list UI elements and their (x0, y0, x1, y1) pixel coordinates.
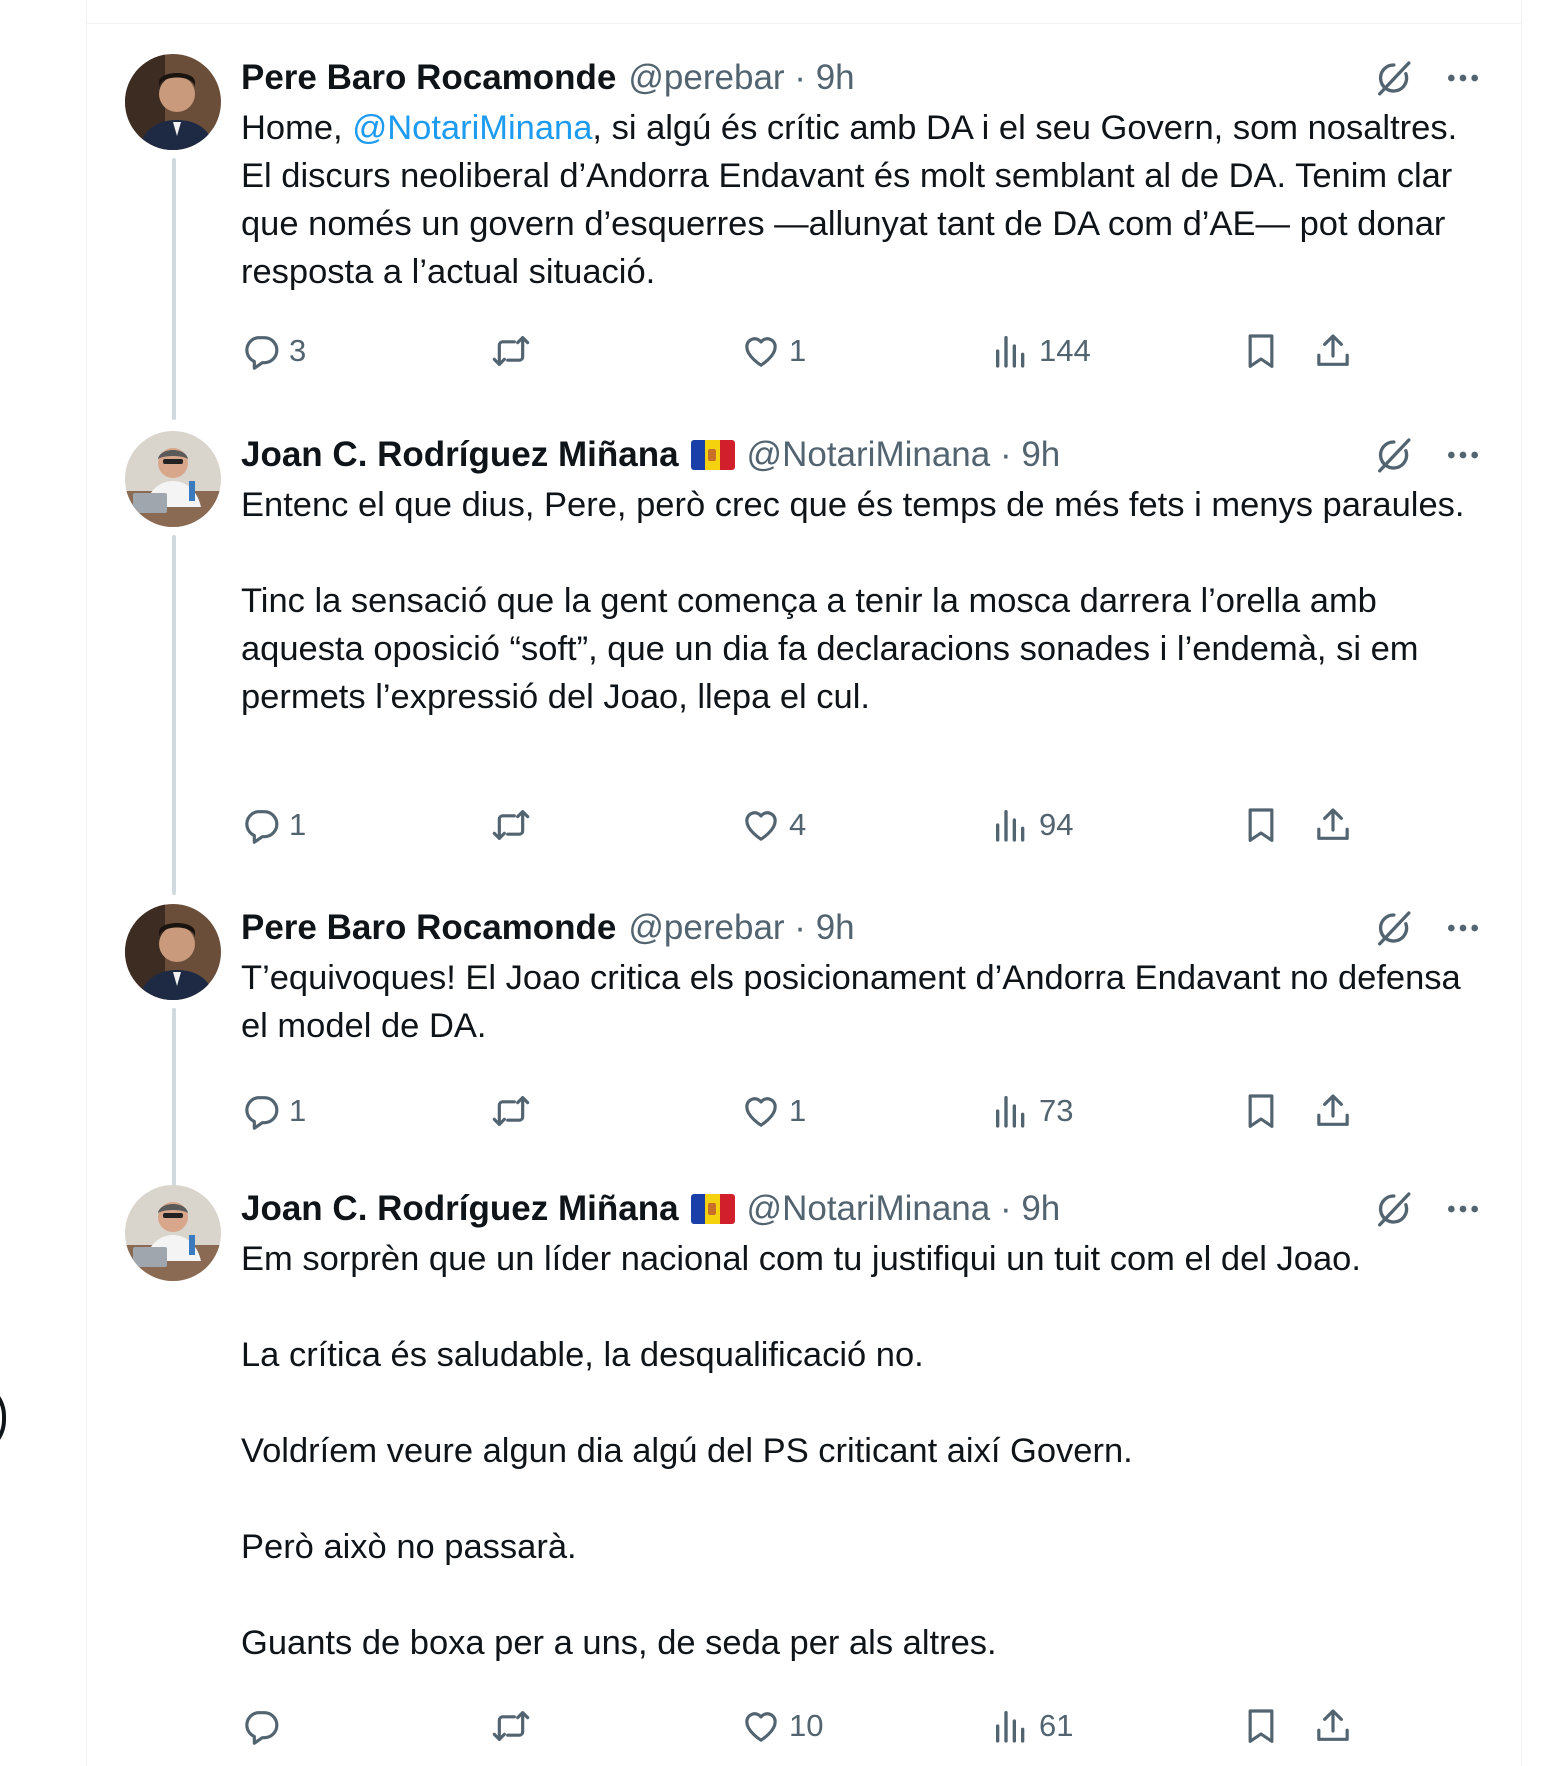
avatar[interactable] (125, 54, 221, 150)
tweet-text: T’equivoques! El Joao critica els posicionament d’Andorra Endavant no defensa el model de DA. (241, 959, 1461, 1045)
share-icon (1313, 805, 1353, 845)
share-button[interactable] (1313, 325, 1353, 377)
repost-icon (491, 805, 531, 845)
thread-line (172, 158, 176, 420)
tweet-actions (241, 1700, 1481, 1752)
tweet-actions (241, 799, 1481, 851)
timestamp[interactable]: 9h (1021, 1189, 1061, 1228)
share-icon (1313, 1706, 1353, 1746)
author-name[interactable]: Joan C. Rodríguez Miñana (241, 1189, 679, 1228)
reply-button[interactable]: 1 (241, 1085, 306, 1137)
tweet-text: Entenc el que dius, Pere, però crec que és temps de més fets i menys paraules. Tinc la sensació que la gent comença a tenir la mosca darrera l’orella amb aquesta oposició “soft”, que un dia fa declaracions sonades i l’endemà, si em permets l’expressió del Joao, llepa el cul. (241, 486, 1465, 716)
share-button[interactable] (1313, 1700, 1353, 1752)
views-button[interactable]: 73 (991, 1085, 1073, 1137)
more-icon[interactable] (1443, 58, 1483, 98)
bookmark-icon (1241, 1706, 1281, 1746)
reply-icon (241, 805, 281, 845)
like-icon (741, 331, 781, 371)
grok-icon[interactable] (1373, 435, 1413, 475)
author-name[interactable]: Pere Baro Rocamonde (241, 58, 617, 97)
andorra-flag-icon (691, 440, 735, 470)
bookmark-button[interactable] (1241, 325, 1281, 377)
mention-link[interactable]: @NotariMinana (352, 109, 593, 147)
timestamp[interactable]: 9h (1021, 435, 1061, 474)
reply-icon (241, 331, 281, 371)
grok-icon[interactable] (1373, 58, 1413, 98)
author-handle[interactable]: @NotariMinana (746, 435, 991, 474)
author-handle[interactable]: @perebar (628, 58, 785, 97)
repost-button[interactable] (491, 325, 539, 377)
more-icon[interactable] (1443, 435, 1483, 475)
repost-icon (491, 331, 531, 371)
views-icon (991, 805, 1031, 845)
andorra-flag-icon (691, 1194, 735, 1224)
repost-icon (491, 1706, 531, 1746)
reply-button[interactable]: 1 (241, 799, 306, 851)
reply-button[interactable] (241, 1700, 289, 1752)
tweet-text: Em sorprèn que un líder nacional com tu justifiqui un tuit com el del Joao. La crítica és saludable, la desqualificació no. Voldríem veure algun dia algú del PS criticant així Govern. Però això no passarà. Guants de boxa per a uns, de seda per als altres. (241, 1240, 1361, 1662)
thread-line (172, 535, 176, 895)
author-handle[interactable]: @NotariMinana (746, 1189, 991, 1228)
like-button[interactable]: 4 (741, 799, 806, 851)
bookmark-button[interactable] (1241, 799, 1281, 851)
reply-button[interactable]: 3 (241, 325, 306, 377)
bookmark-button[interactable] (1241, 1085, 1281, 1137)
bookmark-button[interactable] (1241, 1700, 1281, 1752)
avatar[interactable] (125, 431, 221, 527)
share-icon (1313, 1091, 1353, 1131)
reply-icon (241, 1706, 281, 1746)
top-divider (87, 23, 1521, 24)
share-button[interactable] (1313, 1085, 1353, 1137)
views-button[interactable]: 61 (991, 1700, 1073, 1752)
conversation-thread: Pere Baro Rocamonde @perebar · 9h Home, @NotariMinana, si algú és crític amb DA i el seu Govern, som nosaltres. El discurs neoliberal d’Andorra Endavant és molt semblant al de DA. Tenim clar que només un govern d’esquerres —allunyat tant de DA com d’AE— pot donar resposta a l’actual situació. 3 1 144 Joan C. Rodríguez Miñana @NotariMinana · 9h Entenc el que dius, Pere, però crec que és temps de més fets i menys paraules. Tinc la sensació que la gent comença a tenir la mosca darrera l’orella amb aquesta oposició “soft”, que un dia fa declaracions sonades i l’endemà, si em permets l’expressió del Joao, llepa el cul. 1 4 94 Pere Baro Rocamonde @perebar · 9h T’equivoques! El Joao critica els posicionament d’Andorra Endavant no defensa el model de DA. 1 1 73 Joan C. Rodríguez Miñana @NotariMinana · 9h Em sorprèn que un líder nacional com tu justifiqui un tuit com el del Joao. La crítica és saludable, la desqualificació no. Voldríem veure algun dia algú del PS criticant així Govern. Però això no passarà. Guants de boxa per a uns, de seda per als altres. 10 61 (86, 0, 1522, 1766)
views-button[interactable]: 144 (991, 325, 1091, 377)
grok-icon[interactable] (1373, 908, 1413, 948)
views-icon (991, 1706, 1031, 1746)
views-icon (991, 331, 1031, 371)
timestamp[interactable]: 9h (815, 58, 855, 97)
views-icon (991, 1091, 1031, 1131)
avatar[interactable] (125, 904, 221, 1000)
bookmark-icon (1241, 1091, 1281, 1131)
repost-button[interactable] (491, 1700, 539, 1752)
views-button[interactable]: 94 (991, 799, 1073, 851)
more-icon[interactable] (1443, 1189, 1483, 1229)
like-button[interactable]: 10 (741, 1700, 823, 1752)
tweet-actions (241, 1085, 1481, 1137)
avatar[interactable] (125, 1185, 221, 1281)
tweet-text: Home, @NotariMinana, si algú és crític amb DA i el seu Govern, som nosaltres. El discurs neoliberal d’Andorra Endavant és molt semblant al de DA. Tenim clar que només un govern d’esquerres —allunyat tant de DA com d’AE— pot donar resposta a l’actual situació. (241, 109, 1458, 291)
like-button[interactable]: 1 (741, 325, 806, 377)
bookmark-icon (1241, 805, 1281, 845)
like-button[interactable]: 1 (741, 1085, 806, 1137)
author-handle[interactable]: @perebar (628, 908, 785, 947)
edge-curve-decoration (0, 1380, 6, 1456)
reply-icon (241, 1091, 281, 1131)
bookmark-icon (1241, 331, 1281, 371)
like-icon (741, 1091, 781, 1131)
repost-button[interactable] (491, 799, 539, 851)
author-name[interactable]: Joan C. Rodríguez Miñana (241, 435, 679, 474)
more-icon[interactable] (1443, 908, 1483, 948)
timestamp[interactable]: 9h (815, 908, 855, 947)
grok-icon[interactable] (1373, 1189, 1413, 1229)
tweet-actions (241, 325, 1481, 377)
repost-button[interactable] (491, 1085, 539, 1137)
like-icon (741, 805, 781, 845)
repost-icon (491, 1091, 531, 1131)
share-icon (1313, 331, 1353, 371)
share-button[interactable] (1313, 799, 1353, 851)
like-icon (741, 1706, 781, 1746)
author-name[interactable]: Pere Baro Rocamonde (241, 908, 617, 947)
